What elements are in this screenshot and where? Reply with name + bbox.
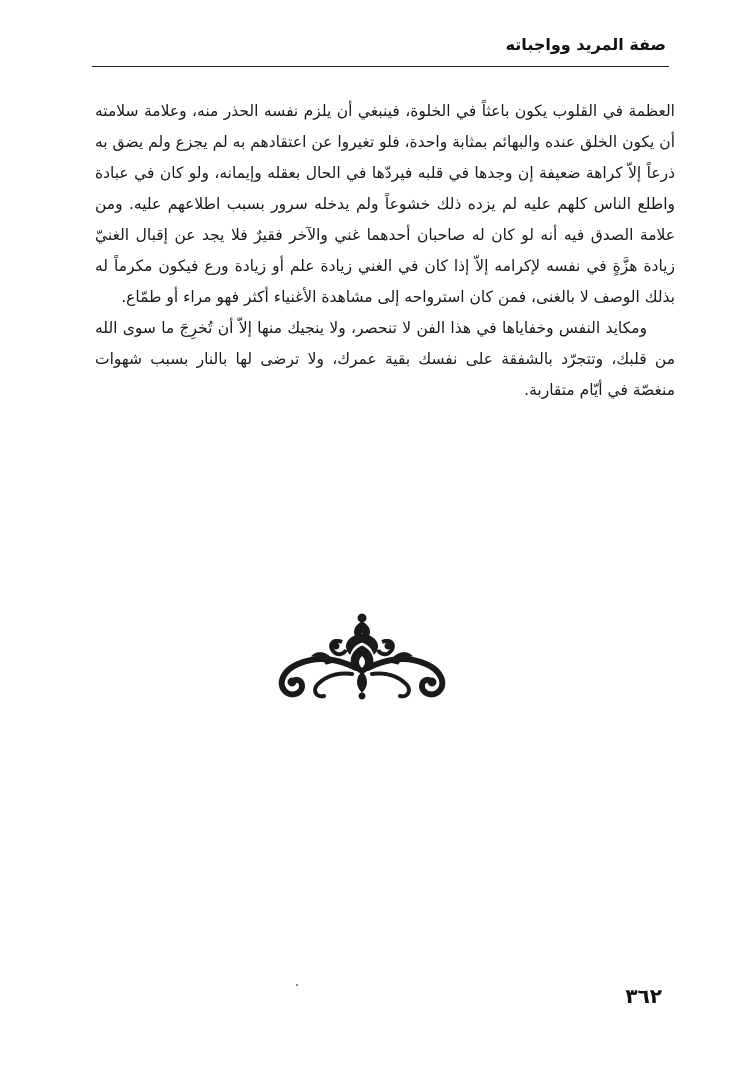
header-rule [92, 66, 669, 67]
main-text [95, 96, 675, 406]
page-number: ٣٦٢ [625, 984, 662, 1008]
running-title: صفة المريد وواجباته [505, 35, 666, 54]
print-speck [296, 984, 298, 986]
paragraph-2: ومكايد النفس وخفاياها في هذا الفن لا تنحصر، ولا ينجيك منها إلاّ أن تُخرِجَ ما سوى الله من قلبك، وتتجرّد بالشفقة على نفسك بقية عمرك، ولا ترضى لها بالنار بسبب شهوات منغصّة في أيّام متقاربة. [95, 319, 675, 399]
fleuron-ornament-icon [272, 612, 452, 704]
paragraph-1: العظمة في القلوب يكون باعثاً في الخلوة، فينبغي أن يلزم نفسه الحذر منه، وعلامة سلامته أن يكون الخلق عنده والبهائم بمثابة واحدة، فلو تغيروا عن اعتقادهم به لم يجزع ولم يضق به ذرعاً إلاّ كراهة ضعيفة إن وجدها في قلبه فيردّها في الحال بعقله وإيمانه، ولو كان في عبادة واطلع الناس كلهم عليه لم يزده ذلك خشوعاً ولم يدخله سرور بسبب اطلاعهم عليه. ومن علامة الصدق فيه أنه لو كان له صاحبان أحدهما غني والآخر فقيرٌ فلا يجد عن إقبال الغنيّ زيادة هزَّةٍ في نفسه لإكرامه إلاّ إذا كان في الغني زيادة علم أو زيادة ورع فيكون مكرماً له بذلك الوصف لا بالغنى، فمن كان استرواحه إلى مشاهدة الأغنياء أكثر فهو مراء أو طمّاع. [95, 102, 675, 306]
